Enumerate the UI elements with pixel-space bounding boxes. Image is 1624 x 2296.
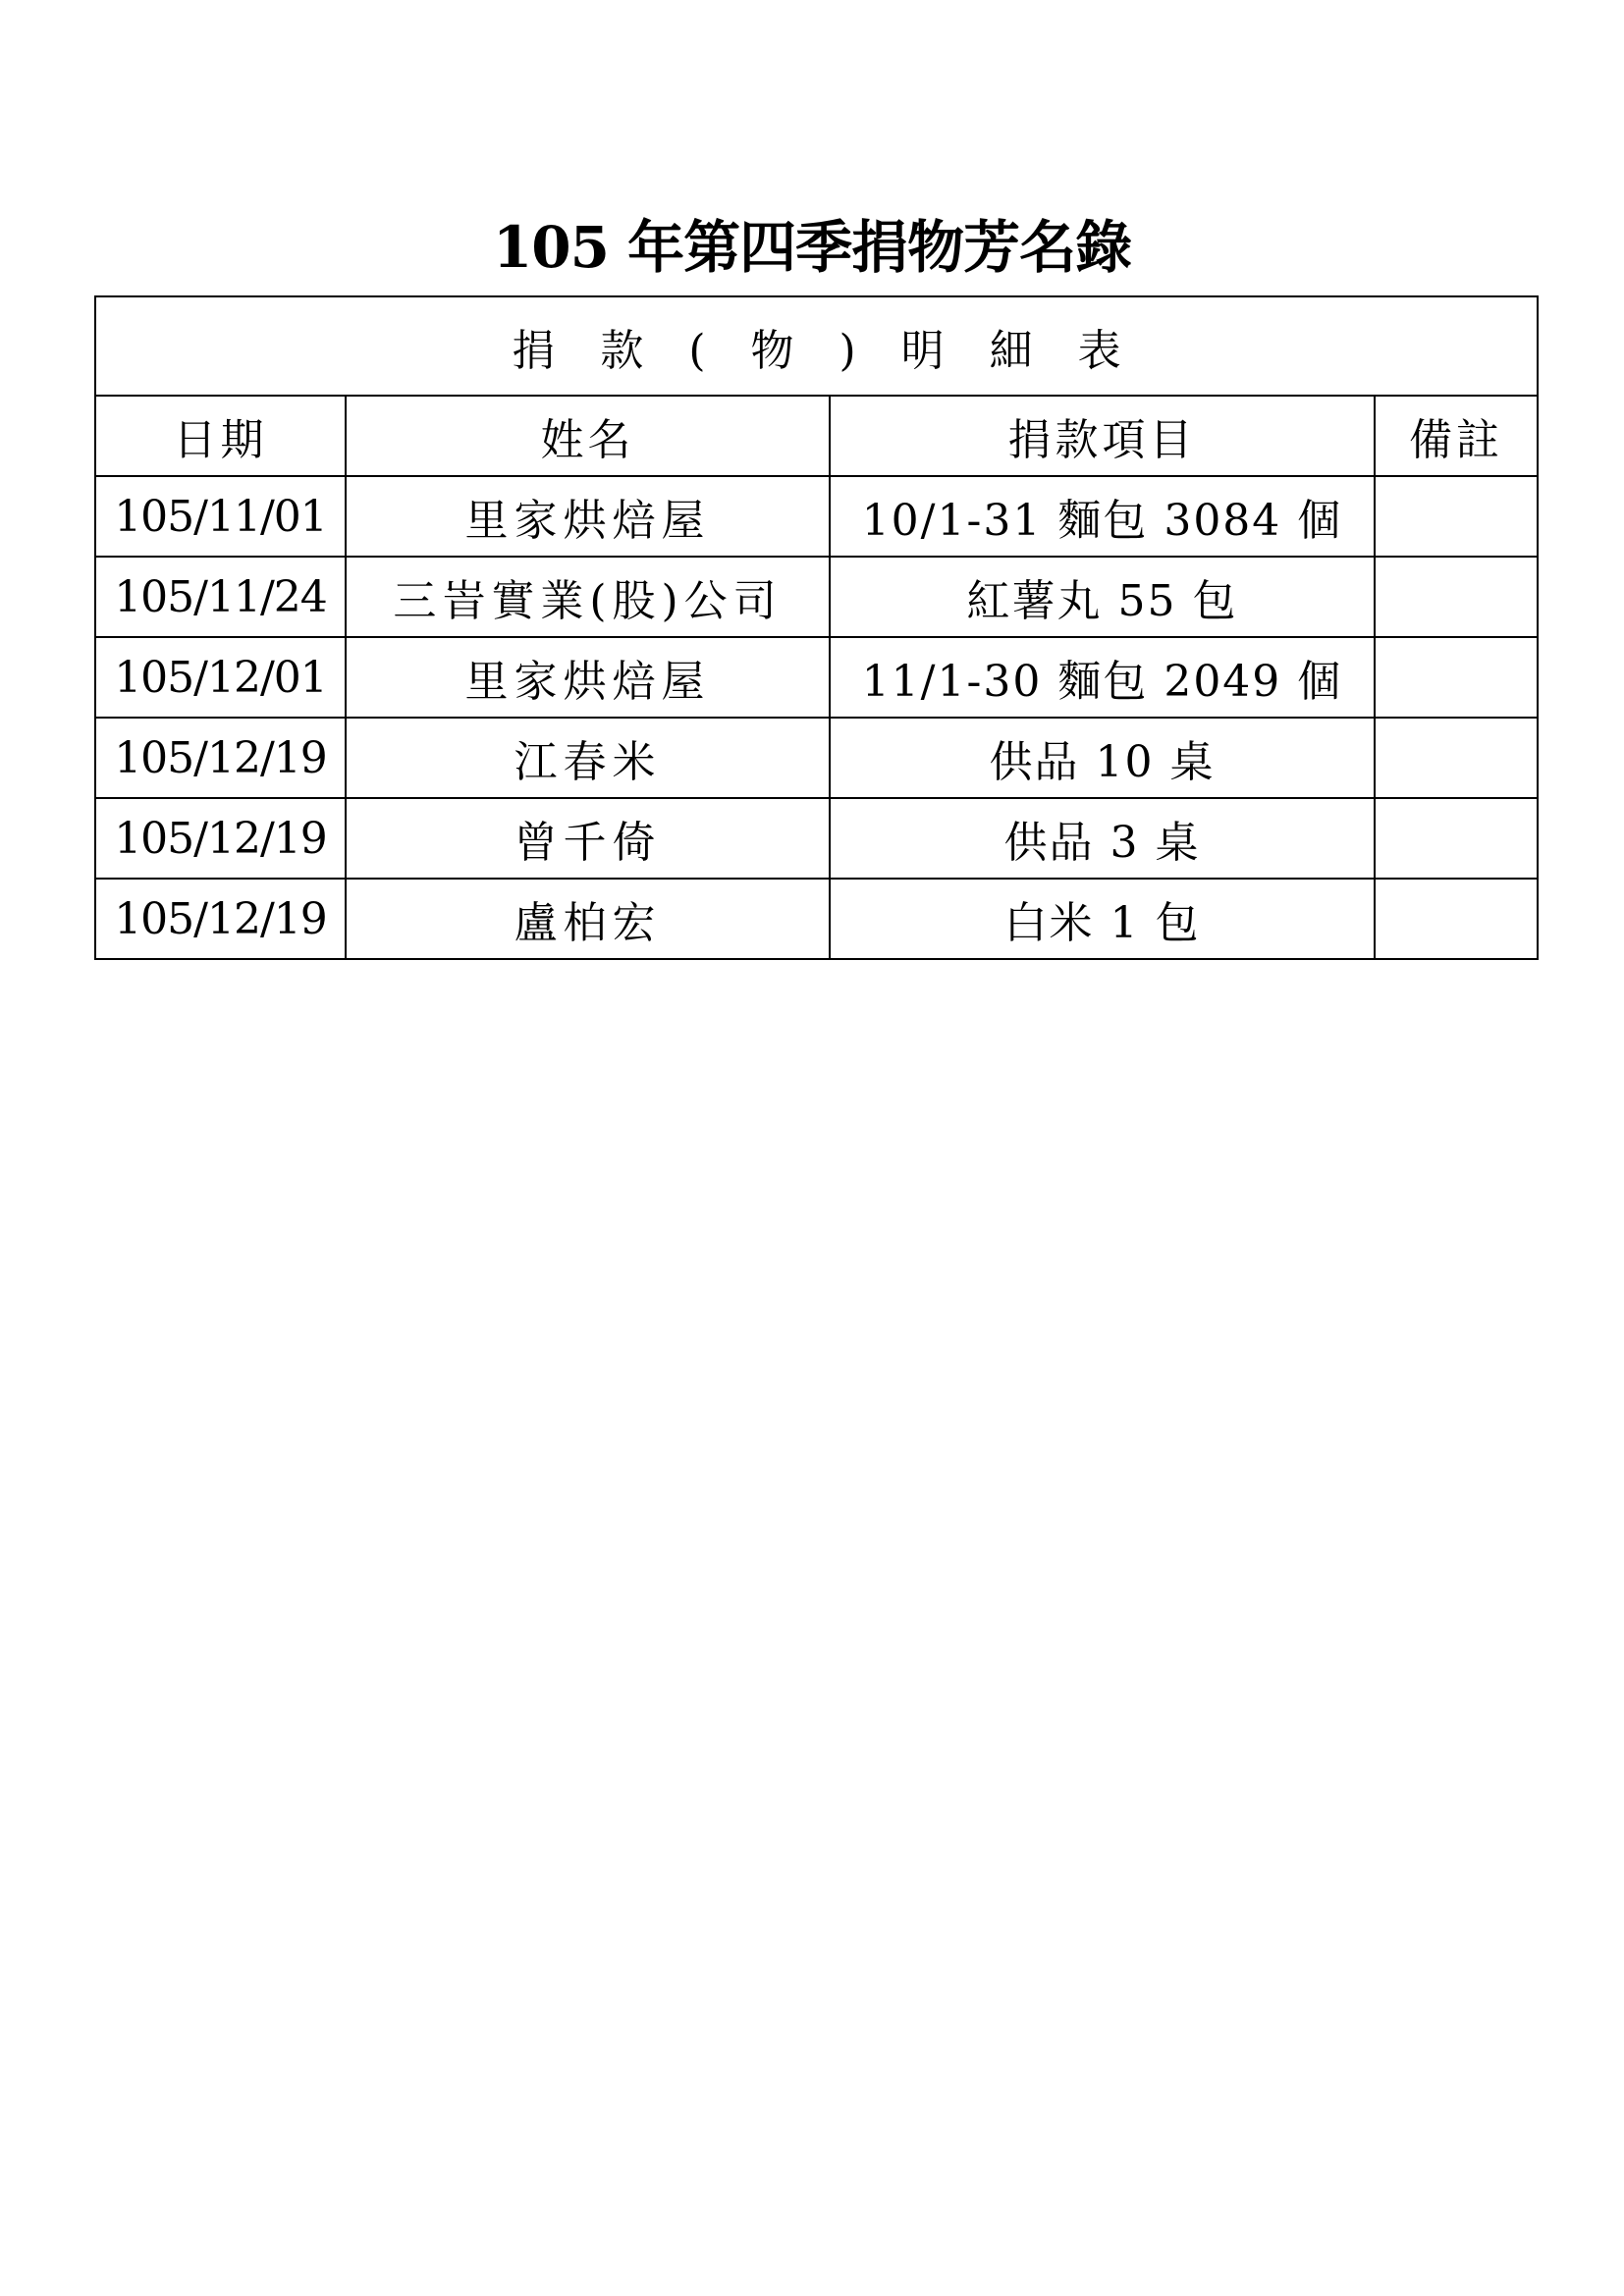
table-row (95, 879, 1538, 959)
table-caption-row (95, 296, 1538, 396)
table-row (95, 637, 1538, 718)
name-cell: 盧柏宏 (346, 879, 830, 959)
header-name: 姓名 (346, 396, 830, 476)
table-row (95, 798, 1538, 879)
item-cell: 紅薯丸 55 包 (830, 557, 1375, 637)
header-date: 日期 (95, 396, 346, 476)
date-cell: 105/12/01 (95, 637, 346, 718)
table-header-row (95, 396, 1538, 476)
header-note: 備註 (1375, 396, 1538, 476)
item-cell: 供品 3 桌 (830, 798, 1375, 879)
header-item: 捐款項目 (830, 396, 1375, 476)
table-row (95, 476, 1538, 557)
date-cell: 105/11/01 (95, 476, 346, 557)
table-caption: 捐款(物)明細表 (95, 296, 1538, 396)
name-cell: 曾千倚 (346, 798, 830, 879)
name-cell: 里家烘焙屋 (346, 637, 830, 718)
note-cell (1375, 557, 1538, 637)
item-cell: 白米 1 包 (830, 879, 1375, 959)
item-cell: 供品 10 桌 (830, 718, 1375, 798)
date-cell: 105/12/19 (95, 798, 346, 879)
note-cell (1375, 798, 1538, 879)
donation-table (94, 295, 1539, 960)
date-cell: 105/12/19 (95, 879, 346, 959)
note-cell (1375, 476, 1538, 557)
note-cell (1375, 718, 1538, 798)
table-row (95, 718, 1538, 798)
name-cell: 江春米 (346, 718, 830, 798)
note-cell (1375, 637, 1538, 718)
date-cell: 105/11/24 (95, 557, 346, 637)
item-cell: 11/1-30 麵包 2049 個 (830, 637, 1375, 718)
name-cell: 三峕實業(股)公司 (346, 557, 830, 637)
page-title: 105 年第四季捐物芳名錄 (492, 214, 1132, 281)
note-cell (1375, 879, 1538, 959)
item-cell: 10/1-31 麵包 3084 個 (830, 476, 1375, 557)
table-row (95, 557, 1538, 637)
date-cell: 105/12/19 (95, 718, 346, 798)
name-cell: 里家烘焙屋 (346, 476, 830, 557)
